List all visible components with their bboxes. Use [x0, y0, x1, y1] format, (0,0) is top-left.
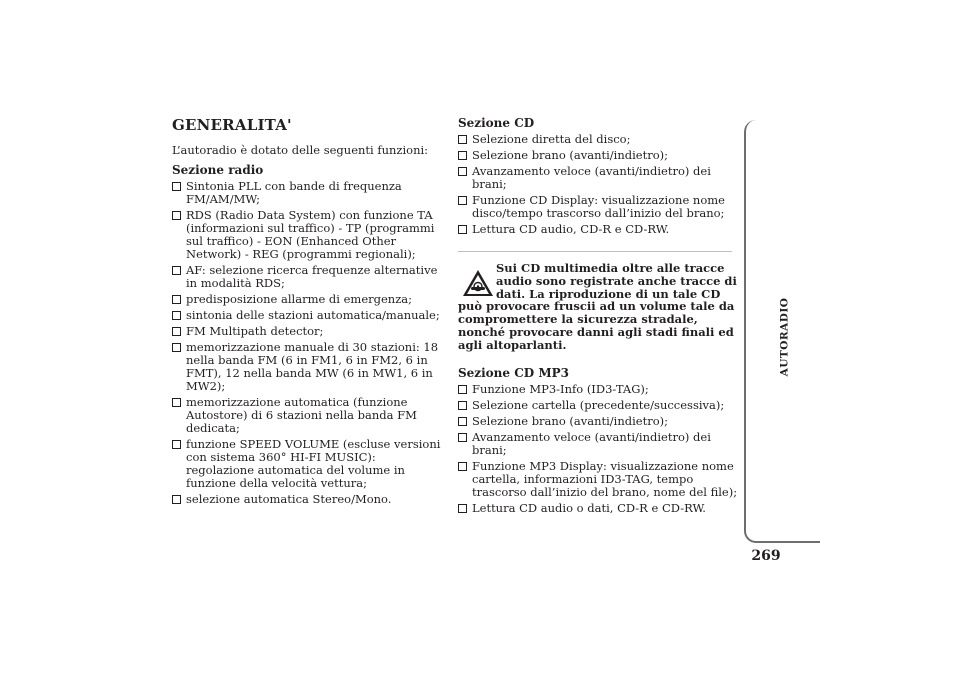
radio-feature-item — [172, 180, 442, 206]
checkbox-bullet-icon — [458, 417, 467, 426]
radio-section-title: Sezione radio — [172, 163, 264, 177]
list-item-text: AF: selezione ricerca frequenze alternative in modalità RDS; — [186, 263, 438, 290]
list-item-text: Sintonia PLL con bande di frequenza FM/AM/MW; — [186, 179, 402, 206]
checkbox-bullet-icon — [172, 495, 181, 504]
section-title: GENERALITA' — [172, 116, 292, 134]
list-item-text: RDS (Radio Data System) con funzione TA (informazioni sul traffico) - TP (programmi sul traffico) - EON (Enhanced Other Network) - REG (programmi regionali); — [186, 208, 435, 261]
list-item-text: Avanzamento veloce (avanti/indietro) dei brani; — [472, 164, 711, 191]
warning-note — [458, 251, 738, 352]
list-item-text: memorizzazione manuale di 30 stazioni: 18 nella banda FM (6 in FM1, 6 in FM2, 6 in FMT), 12 nella banda MW (6 in MW1, 6 in MW2); — [186, 340, 439, 393]
list-item-text: funzione SPEED VOLUME (escluse versioni con sistema 360° HI-FI MUSIC): regolazione automatica del volume in funzione della velocità vettura; — [186, 437, 441, 490]
radio-feature-item — [172, 325, 442, 338]
checkbox-bullet-icon — [172, 343, 181, 352]
warning-triangle-icon — [462, 269, 494, 297]
checkbox-bullet-icon — [458, 462, 467, 471]
radio-feature-item — [172, 293, 442, 306]
warning-text — [458, 262, 738, 352]
chapter-label — [778, 297, 790, 377]
radio-feature-item — [172, 309, 442, 322]
list-item-text: Lettura CD audio o dati, CD-R e CD-RW. — [472, 500, 706, 515]
checkbox-bullet-icon — [458, 135, 467, 144]
cd-feature-item — [458, 194, 738, 220]
checkbox-bullet-icon — [172, 211, 181, 220]
checkbox-bullet-icon — [458, 196, 467, 205]
cd-feature-item — [458, 165, 738, 191]
checkbox-bullet-icon — [172, 440, 181, 449]
list-item-text: Selezione cartella (precedente/successiva); — [472, 397, 725, 412]
mp3-feature-item — [458, 460, 738, 499]
radio-feature-item — [172, 341, 442, 393]
cd-section-title: Sezione CD — [458, 116, 535, 130]
list-item-text: predisposizione allarme di emergenza; — [186, 292, 413, 306]
list-item-text: Funzione CD Display: visualizzazione nome disco/tempo trascorso dall’inizio del brano; — [472, 193, 725, 220]
intro-text: L’autoradio è dotato delle seguenti funzioni: — [172, 143, 429, 157]
cd-feature-item — [458, 149, 738, 162]
list-item-text: memorizzazione automatica (funzione Autostore) di 6 stazioni nella banda FM dedicata; — [186, 395, 417, 435]
list-item-text: Funzione MP3 Display: visualizzazione nome cartella, informazioni ID3-TAG, tempo trascorso dall’inizio del brano, nome del file); — [472, 458, 738, 499]
radio-feature-item — [172, 493, 442, 506]
mp3-feature-list — [458, 383, 738, 515]
mp3-feature-item — [458, 383, 738, 396]
checkbox-bullet-icon — [172, 295, 181, 304]
radio-feature-item — [172, 396, 442, 435]
list-item-text: FM Multipath detector; — [186, 324, 324, 338]
radio-feature-item — [172, 438, 442, 490]
cd-feature-item — [458, 223, 738, 236]
list-item-text: sintonia delle stazioni automatica/manuale; — [186, 308, 440, 322]
checkbox-bullet-icon — [172, 182, 181, 191]
mp3-feature-item — [458, 502, 738, 515]
list-item-text: selezione automatica Stereo/Mono. — [186, 492, 392, 506]
cd-feature-list — [458, 133, 738, 236]
mp3-feature-item — [458, 415, 738, 428]
radio-feature-item — [172, 209, 442, 261]
checkbox-bullet-icon — [458, 401, 467, 410]
right-column — [458, 116, 738, 518]
left-column — [172, 116, 442, 509]
checkbox-bullet-icon — [172, 327, 181, 336]
list-item-text: Avanzamento veloce (avanti/indietro) dei brani; — [472, 429, 711, 457]
checkbox-bullet-icon — [458, 225, 467, 234]
radio-feature-list — [172, 180, 442, 506]
list-item-text: Lettura CD audio, CD-R e CD-RW. — [472, 222, 670, 236]
chapter-label-text: AUTORADIO — [778, 297, 790, 377]
cd-feature-item — [458, 133, 738, 146]
mp3-feature-item — [458, 431, 738, 457]
radio-feature-item — [172, 264, 442, 290]
mp3-section-title: Sezione CD MP3 — [458, 365, 570, 380]
checkbox-bullet-icon — [458, 151, 467, 160]
mp3-feature-item — [458, 399, 738, 412]
checkbox-bullet-icon — [458, 385, 467, 394]
list-item-text: Selezione diretta del disco; — [472, 132, 631, 146]
list-item-text: Funzione MP3-Info (ID3-TAG); — [472, 381, 649, 396]
checkbox-bullet-icon — [172, 398, 181, 407]
checkbox-bullet-icon — [458, 504, 467, 513]
warning-text-content: Sui CD multimedia oltre alle tracce audio sono registrate anche tracce di dati. La riproduzione di un tale CD può provocare fruscii ad un volume tale da compromettere la sicurezza stradale, nonché provocare danni agli stadi finali ed agli altoparlanti. — [458, 261, 737, 352]
checkbox-bullet-icon — [172, 311, 181, 320]
page-number: 269 — [751, 548, 781, 564]
checkbox-bullet-icon — [458, 433, 467, 442]
checkbox-bullet-icon — [172, 266, 181, 275]
list-item-text: Selezione brano (avanti/indietro); — [472, 413, 669, 428]
warning-divider — [458, 251, 732, 252]
checkbox-bullet-icon — [458, 167, 467, 176]
list-item-text: Selezione brano (avanti/indietro); — [472, 148, 669, 162]
